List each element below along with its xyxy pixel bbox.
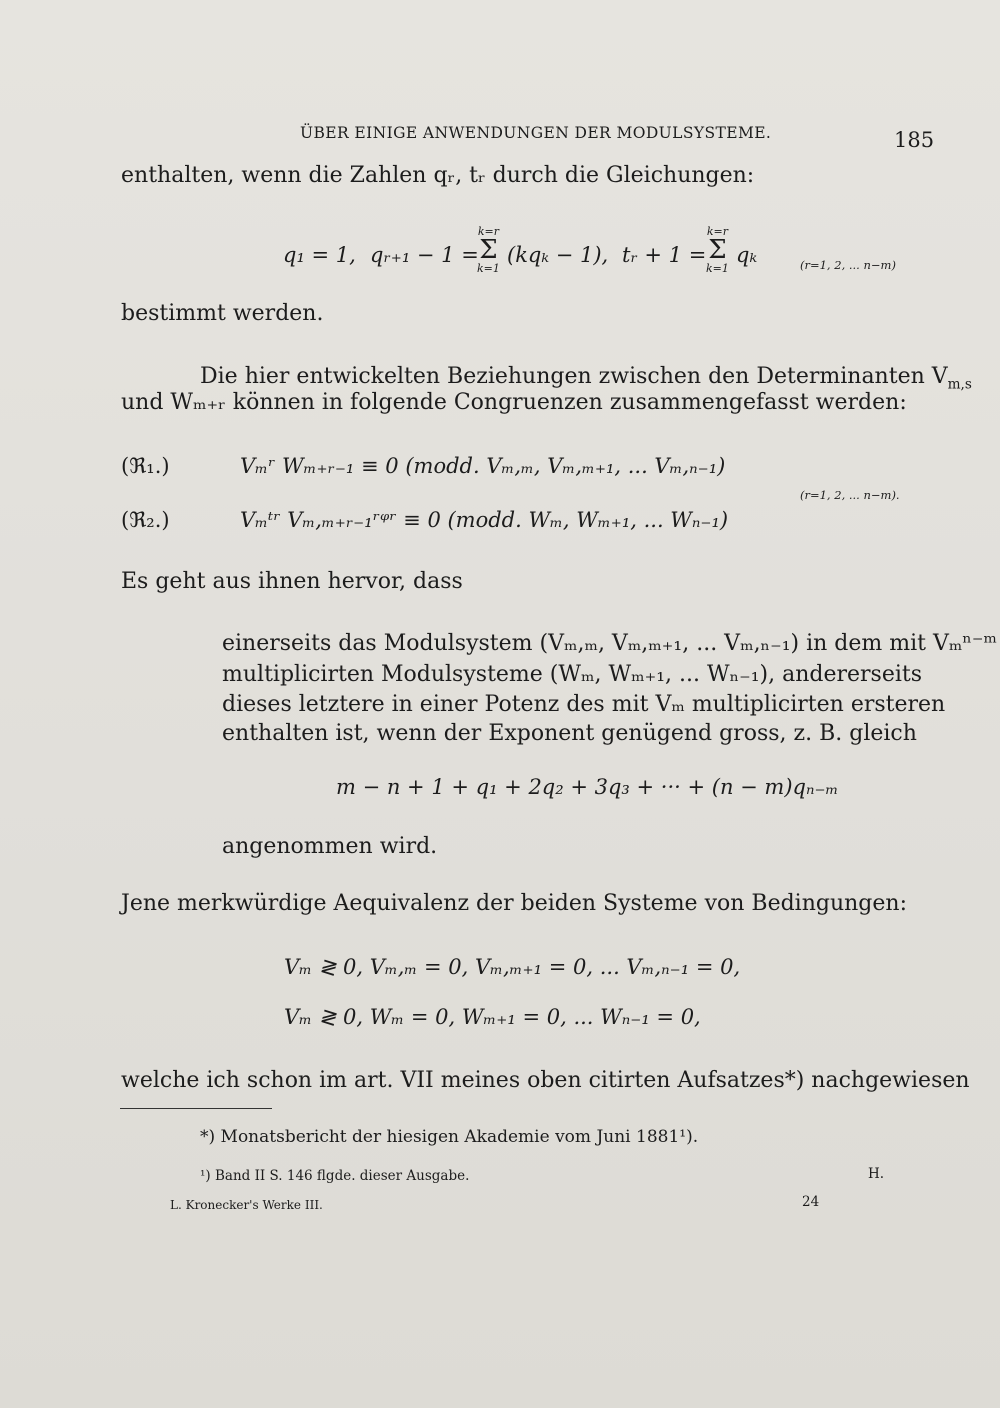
exponent-formula: m − n + 1 + q₁ + 2q₂ + 3q₃ + ··· + (n − m)qₙ₋ₘ <box>336 775 839 799</box>
congruence-2: Vₘᵗʳ Vₘ,ₘ₊ᵣ₋₁ʳᵠʳ ≡ 0 (modd. Wₘ, Wₘ₊₁, ... Wₙ₋₁) <box>240 508 729 532</box>
paragraph-einerseits-line1: einerseits das Modulsystem (Vₘ,ₘ, Vₘ,ₘ₊₁, ... Vₘ,ₙ₋₁) in dem mit Vₘⁿ⁻ᵐ <box>222 631 997 656</box>
paragraph-einerseits-line2: multiplicirten Modulsysteme (Wₘ, Wₘ₊₁, ... Wₙ₋₁), andererseits <box>222 662 923 687</box>
equation-qr: qᵣ₊₁ − 1 = <box>370 243 479 267</box>
sigma-icon: Σ <box>708 235 727 265</box>
paragraph-jene: Jene merkwürdige Aequivalenz der beiden Systeme von Bedingungen: <box>121 891 907 916</box>
sum2-lower-limit: k=1 <box>706 262 729 275</box>
footnote-initial: H. <box>868 1166 885 1182</box>
footnote-divider <box>120 1108 272 1109</box>
sum1-lower-limit: k=1 <box>477 262 500 275</box>
sum2-upper-limit: k=r <box>706 225 729 238</box>
congruence-label-2: (ℜ₂.) <box>121 508 170 532</box>
footnote-one: ¹) Band II S. 146 flgde. dieser Ausgabe. <box>200 1168 470 1184</box>
equation-tr: tᵣ + 1 = <box>622 243 707 267</box>
paragraph-welche: welche ich schon im art. VII meines oben citirten Aufsatzes*) nachgewiesen <box>121 1068 970 1093</box>
paragraph-enthalten: enthalten, wenn die Zahlen qᵣ, tᵣ durch die Gleichungen: <box>121 163 755 188</box>
page-number: 185 <box>894 128 935 152</box>
running-title: ÜBER EINIGE ANWENDUNGEN DER MODULSYSTEME. <box>300 124 772 142</box>
congruence-1: Vₘʳ Wₘ₊ᵣ₋₁ ≡ 0 (modd. Vₘ,ₘ, Vₘ,ₘ₊₁, ... Vₘ,ₙ₋₁) <box>240 454 726 478</box>
footnote-star: *) Monatsbericht der hiesigen Akademie vom Juni 1881¹). <box>200 1127 699 1147</box>
sigma-icon: Σ <box>479 235 498 265</box>
sum1-upper-limit: k=r <box>477 225 500 238</box>
paragraph-beziehungen-line2: und Wₘ₊ᵣ können in folgende Congruenzen zusammengefasst werden: <box>121 390 907 415</box>
paragraph-einerseits-line4: enthalten ist, wenn der Exponent genügend gross, z. B. gleich <box>222 721 917 746</box>
paragraph-angenommen: angenommen wird. <box>222 834 438 859</box>
sum2-body: qₖ <box>736 243 758 267</box>
paragraph-beziehungen-line1 <box>200 364 972 392</box>
paragraph-beziehungen-sub: m,s <box>947 376 972 393</box>
sum1-body: (kqₖ − 1), <box>507 243 609 267</box>
sum-sign-1 <box>477 226 500 274</box>
equation-q1: q₁ = 1, <box>283 243 356 267</box>
paragraph-einerseits-line3: dieses letztere in einer Potenz des mit Vₘ multiplicirten ersteren <box>222 692 946 717</box>
paragraph-es-geht: Es geht aus ihnen hervor, dass <box>121 569 463 594</box>
condition-1: Vₘ ≷ 0, Vₘ,ₘ = 0, Vₘ,ₘ₊₁ = 0, ... Vₘ,ₙ₋₁ = 0, <box>284 955 741 979</box>
congruence-label-1: (ℜ₁.) <box>121 454 170 478</box>
equation-range: (r=1, 2, ... n−m) <box>800 258 896 272</box>
paragraph-beziehungen-text: Die hier entwickelten Beziehungen zwischen den Determinanten V <box>200 364 948 389</box>
sheet-number: 24 <box>802 1194 820 1210</box>
sum-sign-2 <box>706 226 729 274</box>
congruence-range: (r=1, 2, ... n−m). <box>800 488 900 502</box>
condition-2: Vₘ ≷ 0, Wₘ = 0, Wₘ₊₁ = 0, ... Wₙ₋₁ = 0, <box>284 1005 701 1029</box>
paragraph-bestimmt: bestimmt werden. <box>121 301 324 326</box>
footer-signature: L. Kronecker's Werke III. <box>170 1198 323 1212</box>
